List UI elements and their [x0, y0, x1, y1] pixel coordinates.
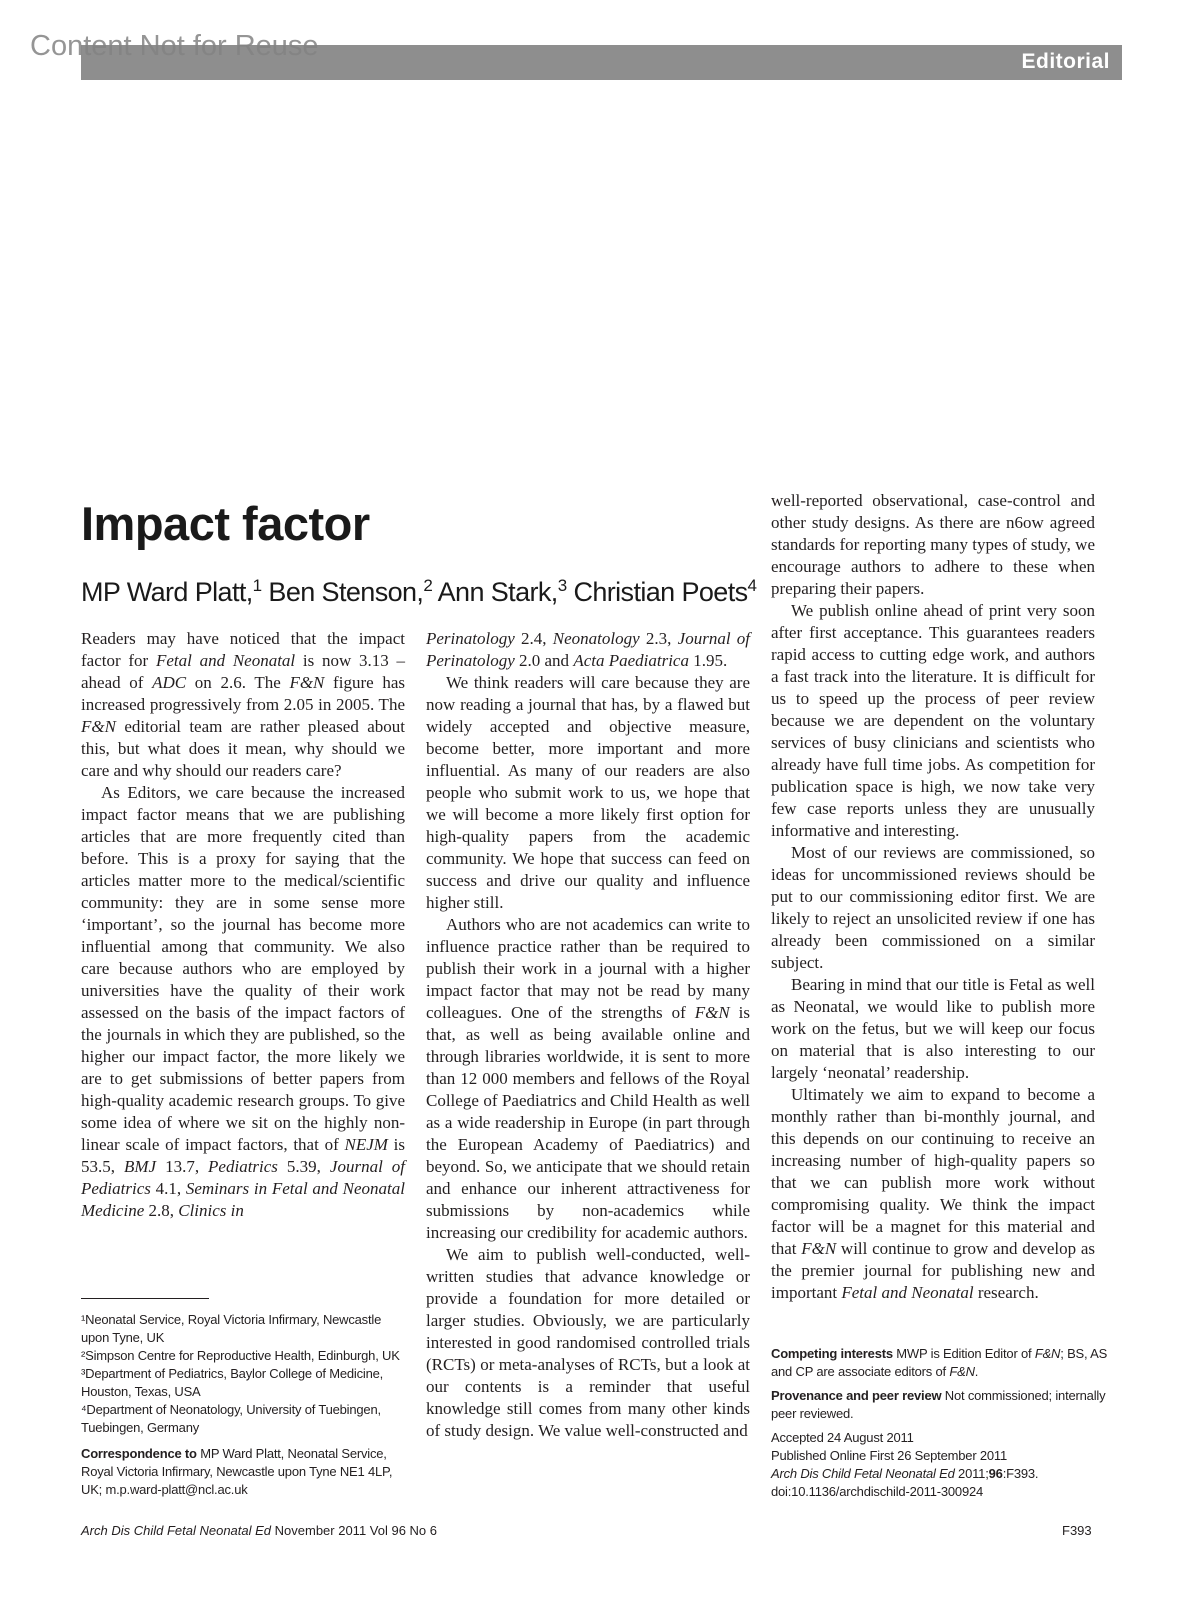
citation-line: Arch Dis Child Fetal Neonatal Ed 2011;96:F393. — [771, 1466, 1039, 1481]
italic-text: Fetal and Neonatal — [155, 651, 296, 670]
bold-text: Provenance and peer review — [771, 1388, 942, 1403]
italic-text: ADC — [152, 673, 187, 692]
affiliation-footnote: ⁴Department of Neonatology, University of Tuebingen, Tuebingen, Germany — [81, 1402, 381, 1435]
body-paragraph: Bearing in mind that our title is Fetal as well as Neonatal, we would like to publish more work on the fetus, but we will keep our focus on material that is also interesting to our largely ‘neonatal’ readership. — [771, 975, 1095, 1082]
page-number: F393 — [1062, 1523, 1092, 1538]
italic-text: Journal of Pediatrics — [81, 1157, 405, 1198]
article-title: Impact factor — [81, 497, 370, 550]
affiliation-footnote: ¹Neonatal Service, Royal Victoria Infirmary, Newcastle upon Tyne, UK — [81, 1312, 382, 1345]
italic-text: F&N — [1034, 1346, 1061, 1361]
italic-text: Journal of Perinatology — [426, 629, 751, 670]
italic-text: Arch Dis Child Fetal Neonatal Ed — [771, 1466, 955, 1481]
italic-text: Fetal and Neonatal — [841, 1283, 974, 1302]
italic-text: Pediatrics — [208, 1157, 278, 1176]
italic-text: F&N — [694, 1003, 730, 1022]
footer-journal-name: Arch Dis Child Fetal Neonatal Ed — [81, 1523, 272, 1538]
affiliation-footnote: ³Department of Pediatrics, Baylor College of Medicine, Houston, Texas, USA — [81, 1366, 384, 1399]
published-date: Published Online First 26 September 2011 — [771, 1448, 1008, 1463]
article-notes — [771, 1345, 1111, 1501]
italic-text: F&N — [289, 673, 325, 692]
author-affiliation-marker: 1 — [252, 576, 262, 595]
competing-interests-note: Competing interests MWP is Edition Editor of F&N; BS, AS and CP are associate editors of F&N. — [771, 1346, 1108, 1379]
footer-issue: November 2011 Vol 96 No 6 — [271, 1523, 438, 1538]
body-paragraph: As Editors, we care because the increased impact factor means that we are publishing articles that are more frequently cited than before. This is a proxy for saying that the articles matter more to the medical/scientific community: they are in some sense more ‘important’, so the journal has become more influential among that community. We also care because authors who are employed by universities have the quality of their work assessed on the basis of the impact factors of the journals in which they are published, so the higher our impact factor, the more likely we are to get submissions of better papers from high-quality academic research groups. To give some idea of where we sit on the highly non-linear scale of impact factors, that of NEJM is 53.5, BMJ 13.7, Pediatrics 5.39, Journal of Pediatrics 4.1, Seminars in Fetal and Neonatal Medicine 2.8, Clinics in — [81, 783, 406, 1220]
watermark: Content Not for Reuse — [30, 30, 319, 62]
bold-text: Competing interests — [771, 1346, 893, 1361]
italic-text: NEJM — [344, 1135, 388, 1154]
author-affiliation-marker: 3 — [557, 576, 567, 595]
correspondence-note — [81, 1445, 411, 1499]
page-footer-citation — [81, 1523, 437, 1538]
body-paragraph: Ultimately we aim to expand to become a monthly rather than bi-monthly journal, and this depends on our continuing to receive an increasing number of high-quality papers so that we can publish more work without compromising quality. We think the impact factor will be a magnet for this material and that F&N will continue to grow and develop as the premier journal for publishing new and important Fetal and Neonatal research. — [771, 1085, 1095, 1302]
body-paragraph: Authors who are not academics can write to influence practice rather than be required to publish their work in a journal with a higher impact factor that may not be read by many colleagues. One of the strengths of F&N is that, as well as being available online and through libraries worldwide, it is sent to more than 12 000 members and fellows of the Royal College of Paediatrics and Child Health as well as a wide readership in Europe (in part through the European Academy of Paediatrics) and beyond. So, we anticipate that we should retain and enhance our inherent attractiveness for submissions by non-academics while increasing our credibility for academic authors. — [426, 915, 750, 1242]
correspondence-label: Correspondence to — [81, 1446, 197, 1461]
affiliations-footnotes — [81, 1311, 411, 1499]
italic-text: Perinatology — [426, 629, 515, 648]
italic-text: F&N — [801, 1239, 837, 1258]
author-affiliation-marker: 4 — [747, 576, 757, 595]
italic-text: Neonatology — [552, 629, 640, 648]
author-name: MP Ward Platt, — [81, 577, 253, 607]
body-column-3 — [771, 490, 1095, 1304]
body-paragraph: Perinatology 2.4, Neonatology 2.3, Journal of Perinatology 2.0 and Acta Paediatrica 1.95. — [426, 629, 751, 670]
accepted-date: Accepted 24 August 2011 — [771, 1430, 914, 1445]
body-paragraph: We publish online ahead of print very soon after first acceptance. This guarantees readers rapid access to cutting edge work, and authors a fast track into the literature. It is difficult for us to speed up the process of peer review because we are dependent on the voluntary services of busy clinicians and scientists who already have full time jobs. As competition for publication space is high, we now take very few case reports unless they are unusually informative and interesting. — [771, 601, 1095, 840]
affiliation-footnote: ²Simpson Centre for Reproductive Health, Edinburgh, UK — [81, 1348, 400, 1363]
correspondence-text: MP Ward Platt, Neonatal Service, Royal Victoria Infirmary, Newcastle upon Tyne NE1 4LP, UK; m.p.ward-platt@ncl.ac.uk — [81, 1446, 393, 1497]
italic-text: BMJ — [123, 1157, 157, 1176]
italic-text: Acta Paediatrica — [573, 651, 689, 670]
body-paragraph: We think readers will care because they are now reading a journal that has, by a flawed but widely accepted and objective measure, become better, more important and more influential. As many of our readers are also people who submit work to us, we hope that we will become a more likely first option for high-quality papers from the academic community. We hope that success can feed on success and drive our quality and influence higher still. — [426, 673, 750, 912]
italic-text: F&N — [949, 1364, 975, 1379]
author-name: Ann Stark, — [432, 577, 558, 607]
italic-text: Seminars in Fetal and Neonatal Medicine — [81, 1179, 405, 1220]
bold-text: 96 — [988, 1466, 1003, 1481]
body-paragraph: We aim to publish well-conducted, well-written studies that advance knowledge or provide a foundation for more detailed or larger studies. Obviously, we are particularly interested in good randomised controlled trials (RCTs) or meta-analyses of RCTs, but a look at our contents is a reminder that useful knowledge still comes from many other kinds of study design. We value well-constructed and — [426, 1245, 750, 1440]
italic-text: F&N — [81, 717, 116, 736]
section-label: Editorial — [1021, 50, 1110, 73]
body-column-2 — [426, 628, 750, 1442]
author-list — [81, 576, 756, 608]
author-affiliation-marker: 2 — [423, 576, 433, 595]
doi-line: doi:10.1136/archdischild-2011-300924 — [771, 1484, 984, 1499]
body-paragraph: Most of our reviews are commissioned, so ideas for uncommissioned reviews should be put to our commissioning editor first. We are likely to reject an unsolicited review if one has already been commissioned on a similar subject. — [771, 843, 1095, 972]
footnote-divider — [81, 1298, 209, 1299]
author-name: Ben Stenson, — [261, 577, 424, 607]
body-paragraph: Readers may have noticed that the impact factor for Fetal and Neonatal is now 3.13 – ahead of ADC on 2.6. The F&N figure has increased progressively from 2.05 in 2005. The F&N editorial team are rather pleased about this, but what does it mean, why should we care and why should our readers care? — [81, 629, 405, 780]
italic-text: Clinics in — [178, 1201, 244, 1220]
author-name: Christian Poets — [566, 577, 748, 607]
body-paragraph: well-reported observational, case-control and other study designs. As there are n6ow agreed standards for reporting many types of study, we encourage authors to adhere to these when preparing their papers. — [771, 491, 1095, 598]
provenance-note: Provenance and peer review Not commissioned; internally peer reviewed. — [771, 1388, 1106, 1421]
body-column-1 — [81, 628, 405, 1222]
